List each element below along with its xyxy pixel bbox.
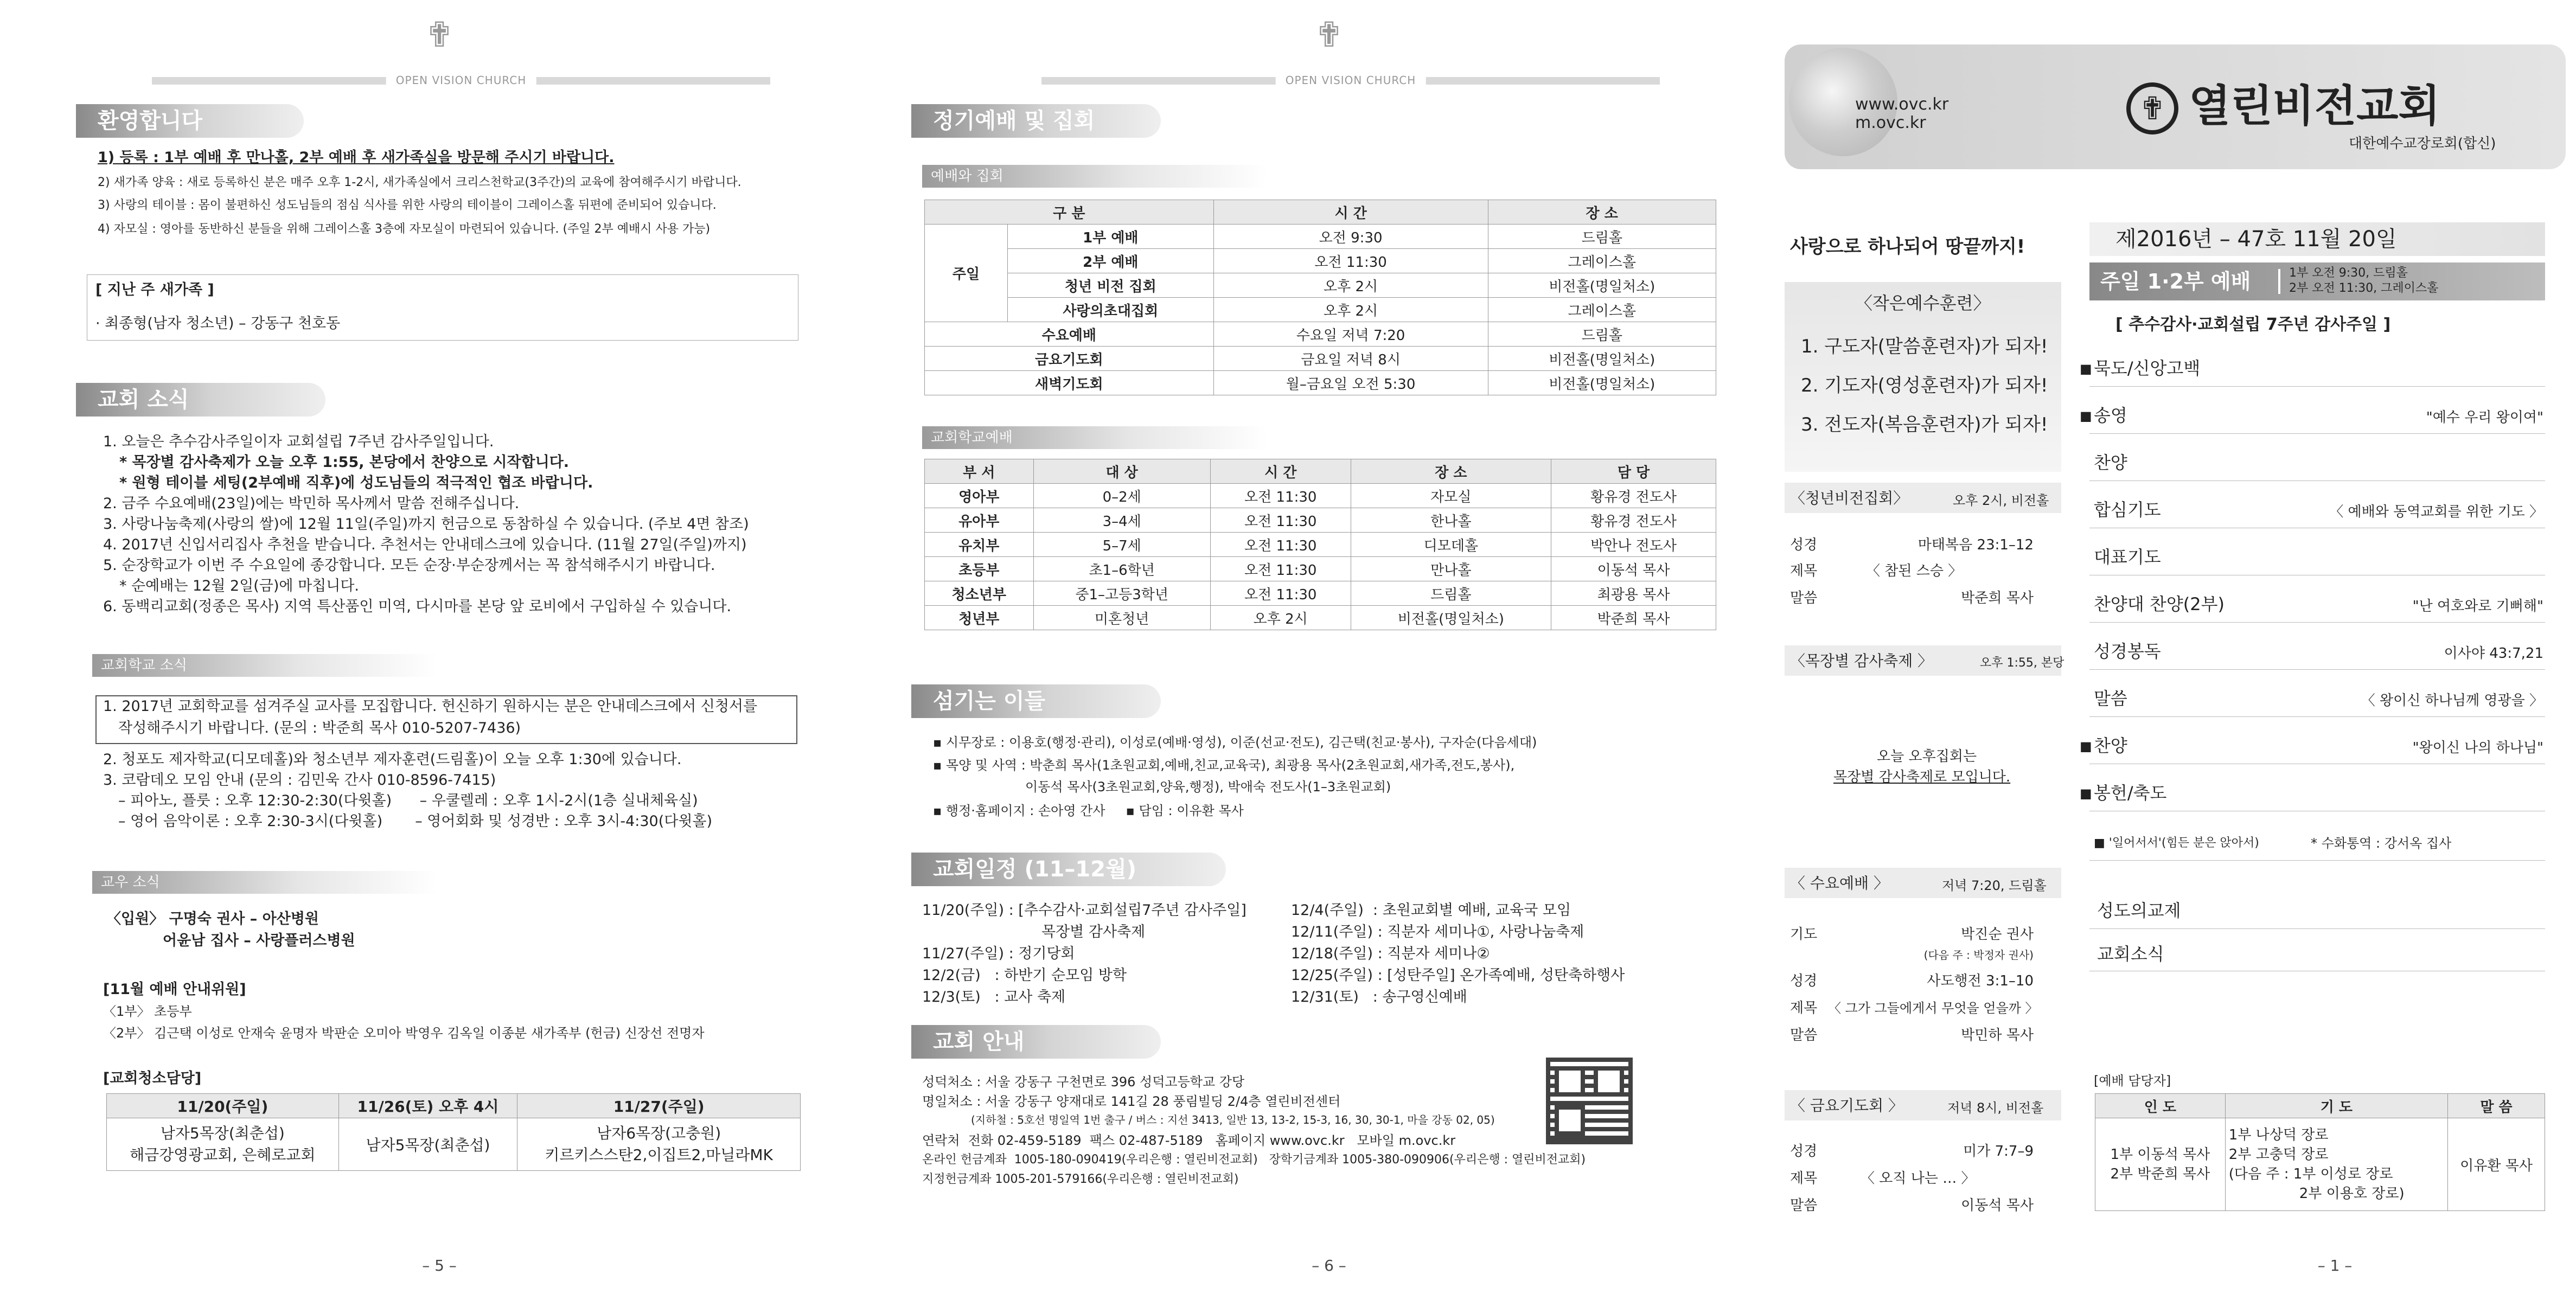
wed-label: 말씀 [1790,1027,1818,1043]
school-news-box-line: 1. 2017년 교회학교를 섬겨주실 교사를 모집합니다. 헌신하기 원하시는 분은 안내데스크에서 신청서를 [103,698,758,715]
school-cell: 0–2세 [1033,484,1210,508]
worship-cell: 오전 9:30 [1213,225,1488,249]
worship-cell: 드림홀 [1488,322,1716,347]
nov-guides-item: 〈2부〉 김근택 이성로 안재숙 윤명자 박판순 오미아 박영우 김옥일 이종분 새가족부 (헌금) 신장선 전명자 [103,1026,705,1041]
school-cell: 3–4세 [1033,508,1210,533]
order-marker: ■ [2080,786,2092,801]
school-cell: 오전 11:30 [1210,581,1351,606]
order-item-detail: "난 여호와로 기뻐해" [2412,598,2543,614]
school-cell: 최광용 목사 [1551,581,1716,606]
cleaning-cell-line: 남자5목장(최춘섭) [160,1124,285,1142]
last-week-title: [ 지난 주 새가족 ] [95,281,214,298]
staff-line: 1부 나상덕 장로 [2228,1127,2329,1143]
worship-title: 정기예배 및 집회 [911,104,1161,138]
order-item-detail: 〈 예배와 동역교회를 위한 기도 〉 [2329,504,2543,520]
school-cell: 황유경 전도사 [1551,508,1716,533]
school-header: 시 간 [1210,459,1351,484]
servants-line: 이동석 목사(3초원교회,양육,행정), 박애숙 전도사(1–3초원교회) [1025,779,1391,795]
service-time: 2부 오전 11:30, 그레이스홀 [2289,281,2439,295]
worship-header: 장 소 [1488,200,1716,225]
mokjang-note: 오늘 오후집회는 [1877,748,1977,765]
schedule-left: 12/2(금) : 하반기 순모임 방학 [922,967,1127,984]
order-item-detail: "왕이신 나의 하나님" [2412,740,2543,756]
order-item-label: 대표기도 [2094,547,2161,567]
news-item: 2. 금주 수요예배(23일)에는 박민하 목사께서 말씀 전해주십니다. [103,495,520,512]
info-line: (지하철 : 5호선 명일역 1번 출구 / 버스 : 지선 3413, 일반 13, 13-2, 15-3, 16, 30, 30-1, 마을 강동 02, 05) [971,1113,1495,1126]
youth-label: 말씀 [1790,590,1818,606]
school-cell: 영아부 [925,484,1034,508]
info-line: 연락처 전화 02-459-5189 팩스 02-487-5189 홈페이지 www.ovc.kr 모바일 m.ovc.kr [922,1133,1456,1148]
staff-header: 인 도 [2095,1094,2226,1118]
fri-label: 성경 [1790,1143,1818,1160]
order-item-label: 찬양대 찬양(2부) [2094,594,2225,614]
order-item-label: 찬양 [2094,452,2127,473]
cleaning-cell [107,1118,339,1171]
wed-value: (다음 주 : 박정자 권사) [1923,949,2034,962]
logo-caption: OPEN VISION CHURCH [386,74,536,87]
wed-value: 박진순 권사 [1961,926,2034,943]
cleaning-cell [517,1118,801,1171]
order-item-detail: 이사야 43:7,21 [2444,645,2543,662]
nov-guides-item: 〈1부〉 초등부 [103,1004,192,1019]
page-number: – 1 – [2317,1257,2353,1274]
schedule-left: 11/27(주일) : 정기당회 [922,945,1075,962]
school-cell: 초1–6학년 [1033,557,1210,581]
worship-cell: 수요예배 [925,322,1214,347]
school-cell: 황유경 전도사 [1551,484,1716,508]
info-line: 온라인 헌금계좌 1005-180-090419(우리은행 : 열린비전교회) 장학기금계좌 1005-380-090906(우리은행 : 열린비전교회) [922,1153,1586,1167]
schedule-right: 12/18(주일) : 직분자 세미나② [1291,945,1490,962]
divider [2089,622,2545,623]
news-item: 5. 순장학교가 이번 주 수요일에 종강합니다. 모든 순장·부순장께서는 꼭 참석해주시기 바랍니다. [103,557,715,574]
fri-time: 저녁 8시, 비전홀 [1947,1100,2044,1116]
school-cell: 이동석 목사 [1551,557,1716,581]
order-item-label: 봉헌/축도 [2094,783,2167,803]
worship-sub: 예배와 집회 [922,165,1267,188]
web-url[interactable]: www.ovc.kr [1855,95,1949,114]
schedule-right: 12/31(토) : 송구영신예배 [1291,989,1467,1005]
worship-cell: 금요일 저녁 8시 [1213,347,1488,371]
worship-cell: 청년 비전 집회 [1008,273,1214,298]
wed-label: 기도 [1790,926,1818,943]
fri-value: 이동석 목사 [1961,1197,2034,1214]
cleaning-header: 11/20(주일) [107,1094,339,1118]
school-header: 장 소 [1351,459,1551,484]
staff-line: (다음 주 : 1부 이성로 장로 [2228,1166,2393,1182]
wed-value: 박민하 목사 [1961,1027,2034,1043]
youth-title: 〈청년비전집회〉 [1790,489,1909,507]
fri-value: 미가 7:7–9 [1963,1143,2034,1160]
worship-header: 구 분 [925,200,1214,225]
worship-header: 시 간 [1213,200,1488,225]
church-logo-icon: ✟ [2126,82,2178,134]
mokjang-title: 〈목장별 감사축제 〉 [1790,652,1933,670]
standing-note: ■ '일어서서'(힘든 분은 앉아서) [2094,836,2259,850]
nov-guides-title: [11월 예배 안내위원] [103,981,246,998]
wed-time: 저녁 7:20, 드림홀 [1942,878,2047,893]
order-item-label: 성도의교제 [2097,900,2181,921]
qr-code-icon [1546,1058,1633,1144]
staff-line: 2부 이용호 장로) [2299,1186,2405,1202]
mokjang-note: 목장별 감사축제로 모입니다. [1833,769,2011,785]
school-cell: 박안나 전도사 [1551,533,1716,557]
worship-cell: 드림홀 [1488,225,1716,249]
order-item-label: 송영 [2094,405,2127,426]
welcome-item-1: 1) 등록 : 1부 예배 후 만나홀, 2부 예배 후 새가족실을 방문해 주시기 바랍니다. [98,149,615,166]
staff-line: 2부 박준희 목사 [2110,1166,2210,1182]
divider [2089,433,2545,434]
school-cell: 청소년부 [925,581,1034,606]
schedule-right: 12/11(주일) : 직분자 세미나①, 사랑나눔축제 [1291,924,1584,940]
order-item-label: 교회소식 [2097,944,2164,964]
order-item-label: 찬양 [2094,735,2127,756]
school-cell: 초등부 [925,557,1034,581]
schedule-right: 12/4(주일) : 초원교회별 예배, 교육국 모임 [1291,902,1571,919]
order-item-label: 묵도/신앙고백 [2094,358,2201,379]
worship-cell: 사랑의초대집회 [1008,298,1214,322]
school-cell: 청년부 [925,606,1034,630]
school-worship-sub: 교회학교예배 [922,426,1267,449]
welcome-title: 환영합니다 [76,104,304,138]
worship-cell: 1부 예배 [1008,225,1214,249]
worship-cell: 수요일 저녁 7:20 [1213,322,1488,347]
order-item-label: 성경봉독 [2094,641,2161,662]
school-cell: 드림홀 [1351,581,1551,606]
worship-cell: 월–금요일 오전 5:30 [1213,371,1488,395]
welcome-item-3: 3) 사랑의 테이블 : 몸이 불편하신 성도님들의 점심 식사를 위한 사랑의 테이블이 그레이스홀 뒤편에 준비되어 있습니다. [98,198,717,212]
cleaning-cell-line: 남자6목장(고충원) [597,1124,721,1142]
service-label: 주일 1·2부 예배 [2100,270,2251,293]
school-cell: 유치부 [925,533,1034,557]
church-logo-icon: ✟ [425,15,454,55]
school-header: 대 상 [1033,459,1210,484]
worship-cell: 새벽기도회 [925,371,1214,395]
staff-table [2095,1093,2545,1211]
youth-time: 오후 2시, 비전홀 [1953,493,2049,508]
worship-cell: 비전홀(명일처소) [1488,371,1716,395]
school-cell: 디모데홀 [1351,533,1551,557]
service-divider [2278,269,2280,294]
page-6 [890,0,1768,1294]
staff-line: 1부 이동석 목사 [2110,1146,2210,1163]
school-cell: 오전 11:30 [1210,484,1351,508]
divider [2089,928,2545,929]
news-item: * 목장별 감사축제가 오늘 오후 1:55, 본당에서 찬양으로 시작합니다. [119,454,570,471]
page-number: – 5 – [422,1257,457,1274]
cleaning-cell-line: 해금강영광교회, 은혜로교회 [130,1146,316,1164]
cleaning-cell-line: 키르키스스탄2,이집트2,마닐라MK [545,1146,773,1164]
youth-value: 마태복음 23:1–12 [1917,537,2034,553]
school-cell: 비전홀(명일처소) [1351,606,1551,630]
worship-cell: 금요기도회 [925,347,1214,371]
info-line: 지정헌금계좌 1005-201-579166(우리은행 : 열린비전교회) [922,1173,1239,1186]
servants-line: ▪ 목양 및 사역 : 박춘희 목사(1초원교회,예배,친교,교육국), 최광용 목사(2초원교회,새가족,전도,봉사), [933,758,1515,773]
news-item: 3. 사랑나눔축제(사랑의 쌀)에 12월 11일(주일)까지 헌금으로 동참하실 수 있습니다. (주보 4면 참조) [103,516,749,533]
slogan: 사랑으로 하나되어 땅끝까지! [1790,236,2025,258]
order-item-detail: 〈 왕이신 하나님께 영광을 〉 [2361,693,2543,709]
church-name: 열린비전교회 [2189,81,2440,131]
welcome-item-2: 2) 새가족 양육 : 새로 등록하신 분은 매주 오후 1-2시, 새가족실에서 크리스천학교(3주간)의 교육에 참여해주시기 바랍니다. [98,176,742,189]
school-worship-table [924,459,1716,630]
school-cell: 오전 11:30 [1210,557,1351,581]
church-logo-header [0,15,879,87]
info-line: 명일처소 : 서울 강동구 양재대로 141길 28 풍림빌딩 2/4층 열린비전센터 [922,1094,1341,1109]
divider [2089,716,2545,717]
worship-cell: 비전홀(명일처소) [1488,347,1716,371]
worship-cell: 그레이스홀 [1488,249,1716,273]
order-marker: ■ [2080,739,2092,754]
schedule-title: 교회일정 (11–12월) [911,853,1226,886]
school-cell: 오전 11:30 [1210,533,1351,557]
school-news-box-line: 작성해주시기 바랍니다. (문의 : 박준희 목사 010-5207-7436) [118,720,521,736]
page-5 [0,0,879,1294]
school-cell: 5–7세 [1033,533,1210,557]
divider [2089,669,2545,670]
servants-line: ▪ 시무장로 : 이용호(행정·관리), 이성로(예배·영성), 이준(선교·전도), 김근택(친교·봉사), 구자순(다음세대) [933,735,1537,750]
schedule-left: 11/20(주일) : [추수감사·교회설립7주년 감사주일] [922,902,1247,919]
school-news-item: – 영어 음악이론 : 오후 2:30-3시(다윗홀) – 영어회화 및 성경반 : 오후 3시-4:30(다윗홀) [118,813,713,830]
youth-value: 〈 참된 스승 〉 [1866,563,1963,579]
worship-cell: 오후 2시 [1213,298,1488,322]
denomination: 대한예수교장로회(합신) [2349,136,2496,152]
news-item: 4. 2017년 신입서리집사 추천을 받습니다. 추천서는 안내데스크에 있습니다. (11월 27일(주일)까지) [103,536,747,553]
school-cell: 중1–고등3학년 [1033,581,1210,606]
info-title: 교회 안내 [911,1025,1161,1059]
staff-prayer [2225,1118,2447,1211]
youth-value: 박준희 목사 [1961,590,2034,606]
school-news-item: 2. 청포도 제자학교(디모데홀)와 청소년부 제자훈련(드림홀)이 오늘 오후 1:30에 있습니다. [103,751,682,768]
staff-header: 말 씀 [2448,1094,2545,1118]
school-cell: 오후 2시 [1210,606,1351,630]
wed-value: 사도행전 3:1–10 [1927,973,2034,989]
news-item: 6. 동백리교회(정종은 목사) 지역 특산품인 미역, 다시마를 본당 앞 로비에서 구입하실 수 있습니다. [103,598,732,615]
page-number: – 6 – [1312,1257,1346,1274]
cleaning-header: 11/27(주일) [517,1094,801,1118]
staff-line: 2부 고충덕 장로 [2228,1146,2329,1163]
sign-language-note: * 수화통역 : 강서옥 집사 [2311,836,2452,851]
cleaning-title: [교회청소담당] [103,1070,202,1087]
order-marker: ■ [2080,361,2092,376]
servants-title: 섬기는 이들 [911,684,1161,718]
worship-table [924,200,1716,395]
mokjang-time: 오후 1:55, 본당 [1980,656,2064,670]
church-logo-icon: ✟ [1314,15,1344,55]
fri-title: 〈 금요기도회 〉 [1790,1097,1904,1114]
youth-label: 성경 [1790,537,1818,553]
schedule-right: 12/25(주일) : [성탄주일] 온가족예배, 성탄축하행사 [1291,967,1625,984]
schedule-left: 12/3(토) : 교사 축제 [922,989,1066,1005]
order-marker: ■ [2080,408,2092,424]
church-news-title: 교회 소식 [76,383,325,417]
theme: [ 추수감사·교회설립 7주년 감사주일 ] [2115,315,2391,334]
order-item-label: 합심기도 [2094,499,2161,520]
school-header: 담 당 [1551,459,1716,484]
info-line: 성덕처소 : 서울 강동구 구천면로 396 성덕고등학교 강당 [922,1074,1245,1090]
staff-header: 기 도 [2225,1094,2447,1118]
school-news-item: 3. 코람데오 모임 안내 (문의 : 김민욱 간사 010-8596-7415) [103,772,496,789]
order-item-detail: "예수 우리 왕이여" [2426,409,2543,426]
staff-leaders [2095,1118,2226,1211]
wed-label: 성경 [1790,973,1818,989]
news-item: 1. 오늘은 추수감사주일이자 교회설립 7주년 감사주일입니다. [103,433,494,450]
divider [2089,860,2545,861]
training-item: 2. 기도자(영성훈련자)가 되자! [1801,375,2048,396]
last-week-member: · 최종형(남자 청소년) – 강동구 천호동 [95,315,341,332]
issue-number: 제2016년 – 47호 11월 20일 [2115,227,2397,252]
school-cell: 자모실 [1351,484,1551,508]
mobile-url[interactable]: m.ovc.kr [1855,113,1926,132]
fri-label: 제목 [1790,1170,1818,1187]
fri-value: 〈 오직 나는 … 〉 [1861,1170,1976,1187]
church-logo-header [890,15,1768,87]
training-item: 3. 전도자(복음훈련자)가 되자! [1801,414,2048,435]
staff-title: [예배 담당자] [2094,1073,2171,1088]
school-news-title: 교회학교 소식 [92,654,437,677]
worship-cell: 비전홀(명일처소) [1488,273,1716,298]
wed-value: 〈 그가 그들에게서 무엇을 얻을까 〉 [1828,1001,2038,1016]
school-header: 부 서 [925,459,1034,484]
member-news-title: 교우 소식 [92,871,437,894]
worship-cell: 2부 예배 [1008,249,1214,273]
news-item: * 원형 테이블 세팅(2부예배 직후)에 성도님들의 적극적인 협조 바랍니다. [119,475,593,491]
order-item-label: 말씀 [2094,688,2127,709]
cleaning-table [106,1093,801,1171]
service-time: 1부 오전 9:30, 드림홀 [2289,266,2408,280]
servants-line: ▪ 행정·홈페이지 : 손아영 간사 ▪ 담임 : 이유환 목사 [933,803,1244,818]
staff-preacher: 이유환 목사 [2448,1118,2545,1211]
logo-caption: OPEN VISION CHURCH [1276,74,1426,87]
wed-label: 제목 [1790,1000,1818,1016]
page-1-cover [1768,0,2576,1294]
sunday-label: 주일 [925,225,1008,322]
small-training-title: 〈작은예수훈련〉 [1855,293,1991,313]
news-item: * 순예배는 12월 2일(금)에 마칩니다. [119,578,359,594]
training-item: 1. 구도자(말씀훈련자)가 되자! [1801,336,2048,357]
school-cell: 미혼청년 [1033,606,1210,630]
school-cell: 만나홀 [1351,557,1551,581]
welcome-item-4: 4) 자모실 : 영아를 동반하신 분들을 위해 그레이스홀 3층에 자모실이 마련되어 있습니다. (주일 2부 예배시 사용 가능) [98,222,711,236]
school-cell: 오전 11:30 [1210,508,1351,533]
worship-cell: 오전 11:30 [1213,249,1488,273]
worship-cell: 오후 2시 [1213,273,1488,298]
schedule-left: 목장별 감사축제 [1041,924,1146,940]
school-cell: 유아부 [925,508,1034,533]
member-news-item: 어윤남 집사 – 사랑플러스병원 [163,932,355,949]
school-news-item: – 피아노, 플룻 : 오후 12:30-2:30(다윗홀) – 우쿨렐레 : 오후 1시-2시(1층 실내체육실) [118,792,698,809]
worship-cell: 그레이스홀 [1488,298,1716,322]
school-cell: 한나홀 [1351,508,1551,533]
wed-title: 〈 수요예배 〉 [1790,874,1889,892]
fri-label: 말씀 [1790,1197,1818,1214]
youth-label: 제목 [1790,563,1818,579]
divider [2089,386,2545,387]
cleaning-cell: 남자5목장(최춘섭) [338,1118,517,1171]
school-cell: 박준희 목사 [1551,606,1716,630]
cover-header [1785,44,2566,169]
cleaning-header: 11/26(토) 오후 4시 [338,1094,517,1118]
member-news-item: 〈입원〉 구명숙 권사 – 아산병원 [106,911,319,927]
